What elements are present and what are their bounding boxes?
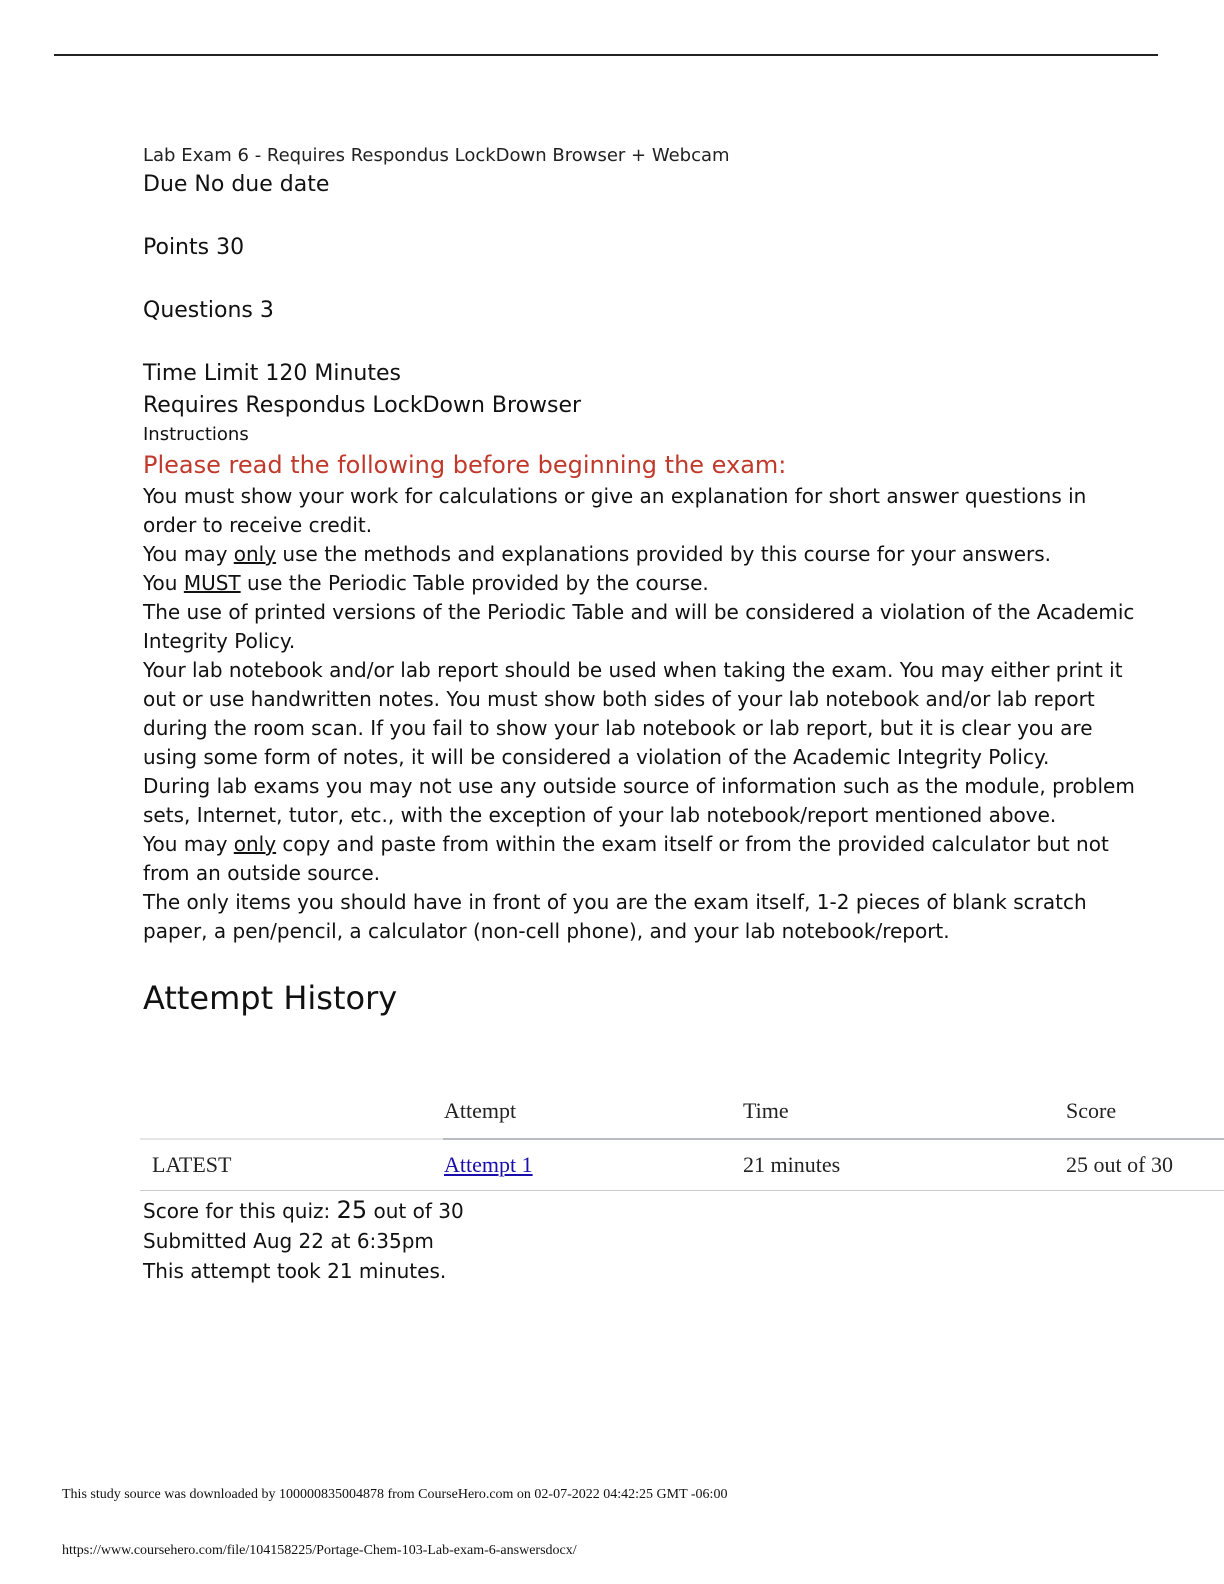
emphasis-only: only xyxy=(233,542,277,566)
points: Points 30 xyxy=(143,235,245,260)
rule-text: You xyxy=(143,571,184,595)
table-row xyxy=(140,1139,1224,1191)
attempt-1-link[interactable]: Attempt 1 xyxy=(444,1152,533,1177)
score-suffix: out of 30 xyxy=(367,1199,464,1223)
rule-periodic-table xyxy=(143,569,1143,598)
instructions-heading: Please read the following before beginning the exam: xyxy=(143,451,787,479)
rule-show-work: You must show your work for calculations or give an explanation for short answer questions in order to receive credit. xyxy=(143,484,1087,537)
column-header-blank xyxy=(140,1084,443,1139)
due-date: Due No due date xyxy=(143,172,330,197)
attempt-score: 25 out of 30 xyxy=(1065,1139,1224,1191)
rule-text: use the methods and explanations provided by this course for your answers. xyxy=(276,542,1051,566)
emphasis-only: only xyxy=(233,832,277,856)
rule-printed-table: The use of printed versions of the Periodic Table and will be considered a violation of the Academic Integrity Policy. xyxy=(143,600,1135,653)
submitted-time: Submitted Aug 22 at 6:35pm xyxy=(143,1229,434,1253)
column-header-attempt: Attempt xyxy=(443,1084,742,1139)
score-label: Score for this quiz: xyxy=(143,1199,337,1223)
exam-title: Lab Exam 6 - Requires Respondus LockDown Browser + Webcam xyxy=(143,145,730,166)
attempt-label: LATEST xyxy=(140,1139,443,1191)
rule-course-methods xyxy=(143,540,1143,569)
download-source-notice: This study source was downloaded by 100000835004878 from CourseHero.com on 02-07-2022 04:42:25 GMT -06:00 xyxy=(62,1487,728,1502)
rule-text: copy and paste from within the exam itself or from the provided calculator but not from an outside source. xyxy=(143,832,1109,885)
emphasis-must: MUST xyxy=(183,571,241,595)
rule-text: use the Periodic Table provided by the course. xyxy=(240,571,709,595)
attempt-duration: This attempt took 21 minutes. xyxy=(143,1259,447,1283)
rule-lab-notebook: Your lab notebook and/or lab report should be used when taking the exam. You may either print it out or use handwritten notes. You must show both sides of your lab notebook and/or lab report during the room scan. If you fail to show your lab notebook or lab report, but it is clear you are using some form of notes, it will be considered a violation of the Academic Integrity Policy. xyxy=(143,658,1123,769)
lockdown-requirement: Requires Respondus LockDown Browser xyxy=(143,393,582,418)
quiz-score xyxy=(143,1195,464,1226)
top-divider xyxy=(54,54,1158,56)
rule-outside-sources: During lab exams you may not use any outside source of information such as the module, problem sets, Internet, tutor, etc., with the exception of your lab notebook/report mentioned above. xyxy=(143,774,1135,827)
question-count: Questions 3 xyxy=(143,298,274,323)
attempt-history-heading: Attempt History xyxy=(143,979,398,1017)
source-url: https://www.coursehero.com/file/104158225/Portage-Chem-103-Lab-exam-6-answersdocx/ xyxy=(62,1543,577,1558)
attempt-cell xyxy=(443,1139,742,1191)
time-limit: Time Limit 120 Minutes xyxy=(143,361,401,386)
column-header-score: Score xyxy=(1065,1084,1224,1139)
score-value: 25 xyxy=(336,1196,368,1224)
rule-text: You may xyxy=(143,832,234,856)
rule-copy-paste xyxy=(143,830,1143,888)
rule-allowed-items: The only items you should have in front of you are the exam itself, 1-2 pieces of blank scratch paper, a pen/pencil, a calculator (non-cell phone), and your lab notebook/report. xyxy=(143,890,1087,943)
instructions-label: Instructions xyxy=(143,424,249,445)
rule-text: You may xyxy=(143,542,234,566)
exam-details xyxy=(143,143,1143,1020)
attempt-history-table xyxy=(140,1084,1224,1191)
attempt-time: 21 minutes xyxy=(742,1139,1065,1191)
table-header-row xyxy=(140,1084,1224,1139)
quiz-summary xyxy=(143,1195,464,1286)
column-header-time: Time xyxy=(742,1084,1065,1139)
